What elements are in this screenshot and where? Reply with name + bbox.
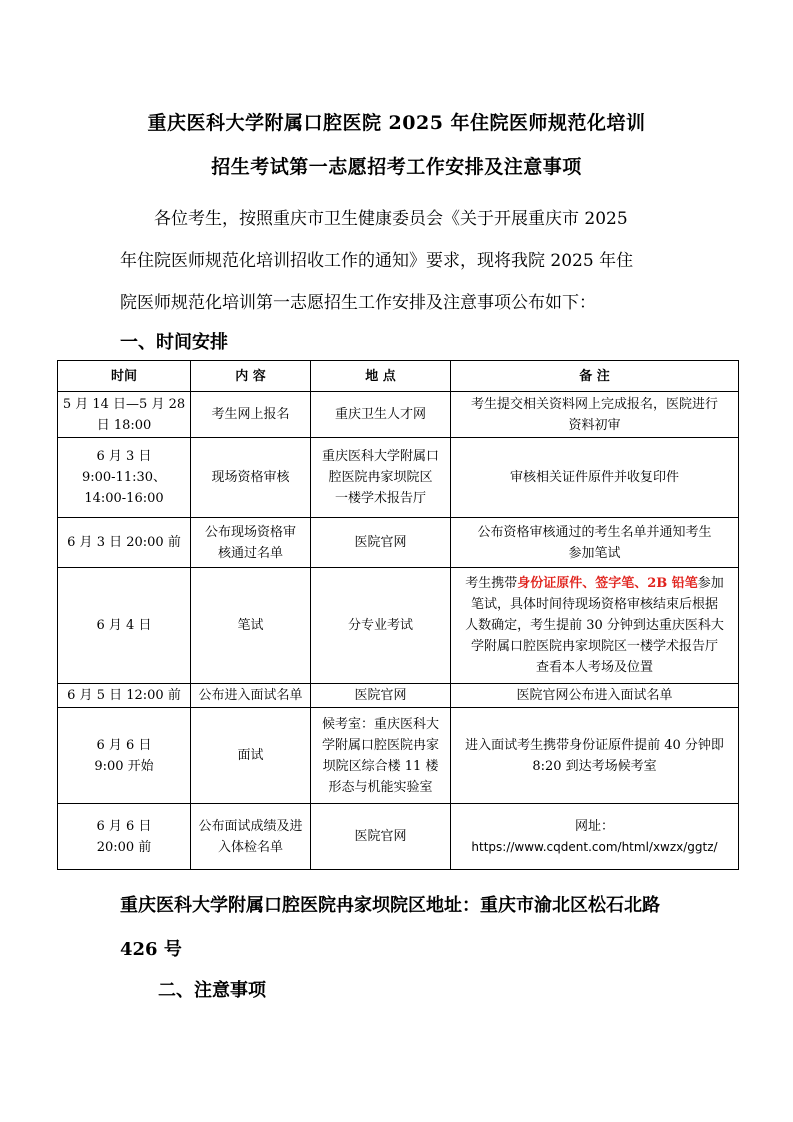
cell-content [191, 438, 311, 518]
cell-text: 9:00 开始 [94, 758, 154, 774]
cell-time [58, 438, 191, 518]
cell-text: 6 月 5 日 12:00 前 [67, 688, 181, 703]
table-header-row [58, 361, 739, 392]
cell-text: 参加笔试 [568, 545, 621, 561]
cell-place [311, 518, 451, 568]
cell-place [311, 438, 451, 518]
cell-note [451, 708, 739, 804]
column-header-time: 时间 [58, 361, 191, 392]
cell-time [58, 684, 191, 708]
cell-text: 考生携带 [465, 576, 518, 591]
cell-place [311, 708, 451, 804]
cell-text: 医院官网 [354, 688, 407, 703]
cell-time [58, 518, 191, 568]
column-header-note: 备 注 [451, 361, 739, 392]
cell-text: 医院官网公布进入面试名单 [516, 688, 673, 703]
cell-text: 学附属口腔医院冉家坝院区一楼学术报告厅 [470, 639, 718, 654]
table-row [58, 518, 739, 568]
cell-text: 资料初审 [568, 417, 621, 433]
cell-text: 坝院区综合楼 11 楼 [322, 758, 439, 774]
cell-note [451, 392, 739, 438]
cell-text: 公布进入面试名单 [198, 688, 303, 703]
table-row [58, 804, 739, 870]
cell-text: 现场资格审核 [211, 470, 290, 485]
cell-text: 参加 [697, 576, 724, 591]
intro-paragraph [120, 198, 680, 324]
cell-text: 面试 [237, 748, 264, 763]
cell-content [191, 708, 311, 804]
cell-text: 5 月 14 日—5 月 28 [62, 396, 186, 412]
cell-text: 6 月 6 日 [96, 818, 152, 834]
cell-content [191, 804, 311, 870]
cell-text: 笔试 [237, 618, 264, 633]
cell-content [191, 518, 311, 568]
cell-text: 6 月 6 日 [96, 737, 152, 753]
cell-place [311, 684, 451, 708]
cell-text: 医院官网 [354, 829, 407, 844]
cell-text: 形态与机能实验室 [328, 779, 433, 795]
intro-line-1 [120, 198, 680, 240]
cell-time [58, 568, 191, 684]
cell-note [451, 684, 739, 708]
cell-place [311, 392, 451, 438]
cell-text: 考生网上报名 [211, 407, 290, 422]
table-row [58, 568, 739, 684]
cell-text: 腔医院冉家坝院区 [328, 470, 433, 485]
cell-text: 核通过名单 [217, 545, 283, 561]
cell-place [311, 804, 451, 870]
cell-text: 候考室：重庆医科大 [321, 716, 439, 732]
cell-text: 入体检名单 [217, 839, 283, 855]
cell-place [311, 568, 451, 684]
cell-content [191, 684, 311, 708]
cell-note [451, 804, 739, 870]
cell-time [58, 392, 191, 438]
intro-line-2: 年住院医师规范化培训招收工作的通知》要求，现将我院 2025 年住 [120, 251, 634, 271]
cell-text: 学附属口腔医院冉家 [321, 737, 439, 753]
cell-text: 9:00-11:30、 [81, 470, 167, 485]
cell-text: 日 18:00 [96, 417, 152, 433]
table-row [58, 708, 739, 804]
cell-text: 14:00-16:00 [84, 491, 164, 506]
cell-text: 6 月 4 日 [96, 618, 152, 633]
cell-time [58, 804, 191, 870]
table-row [58, 438, 739, 518]
cell-text: 20:00 前 [96, 839, 152, 855]
cell-text: 重庆医科大学附属口 [321, 449, 439, 464]
cell-text: 6 月 3 日 20:00 前 [67, 535, 181, 550]
column-header-content: 内 容 [191, 361, 311, 392]
cell-text: 进入面试考生携带身份证原件提前 40 分钟即 [465, 737, 724, 753]
cell-text: 审核相关证件原件并收复印件 [509, 470, 679, 485]
cell-time [58, 708, 191, 804]
table-row [58, 684, 739, 708]
cell-text: 8:20 到达考场候考室 [532, 758, 657, 774]
cell-text: 一楼学术报告厅 [334, 491, 426, 506]
cell-text-highlight-line [455, 573, 734, 594]
cell-text: 公布资格审核通过的考生名单并通知考生 [477, 524, 712, 540]
required-items-highlight: 身份证原件、签字笔、2B 铅笔 [517, 576, 698, 591]
cell-text: 查看本人考场及位置 [535, 660, 653, 675]
cell-text: 重庆卫生人才网 [334, 407, 426, 422]
campus-address [120, 884, 690, 972]
cell-text: 医院官网 [354, 535, 407, 550]
schedule-table [57, 360, 739, 870]
address-line-2: 426 号 [120, 939, 182, 960]
cell-text: 网址： [574, 818, 614, 834]
website-url: https://www.cqdent.com/html/xwzx/ggtz/ [471, 839, 718, 854]
cell-note [451, 568, 739, 684]
document-title-line1: 重庆医科大学附属口腔医院 2025 年住院医师规范化培训 [147, 112, 646, 134]
table-row [58, 392, 739, 438]
intro-line-3: 院医师规范化培训第一志愿招生工作安排及注意事项公布如下： [120, 293, 596, 313]
cell-text: 分专业考试 [347, 618, 413, 633]
address-line-1: 重庆医科大学附属口腔医院冉家坝院区地址：重庆市渝北区松石北路 [120, 895, 660, 916]
section-heading-notes: 二、注意事项 [158, 980, 266, 1001]
cell-note [451, 438, 739, 518]
cell-text: 6 月 3 日 [96, 449, 152, 464]
cell-text: 人数确定，考生提前 30 分钟到达重庆医科大 [465, 618, 724, 633]
cell-text: 公布面试成绩及进 [198, 818, 303, 834]
cell-note [451, 518, 739, 568]
document-title-line2: 招生考试第一志愿招考工作安排及注意事项 [211, 156, 582, 178]
intro-text-1: 各位考生，按照重庆市卫生健康委员会《关于开展重庆市 2025 [154, 209, 628, 229]
cell-content [191, 392, 311, 438]
section-heading-schedule: 一、时间安排 [120, 332, 228, 353]
cell-text: 笔试，具体时间待现场资格审核结束后根据 [470, 597, 718, 612]
column-header-place: 地 点 [311, 361, 451, 392]
cell-text: 公布现场资格审 [204, 524, 296, 540]
cell-text: 考生提交相关资料网上完成报名，医院进行 [470, 396, 718, 412]
cell-content [191, 568, 311, 684]
